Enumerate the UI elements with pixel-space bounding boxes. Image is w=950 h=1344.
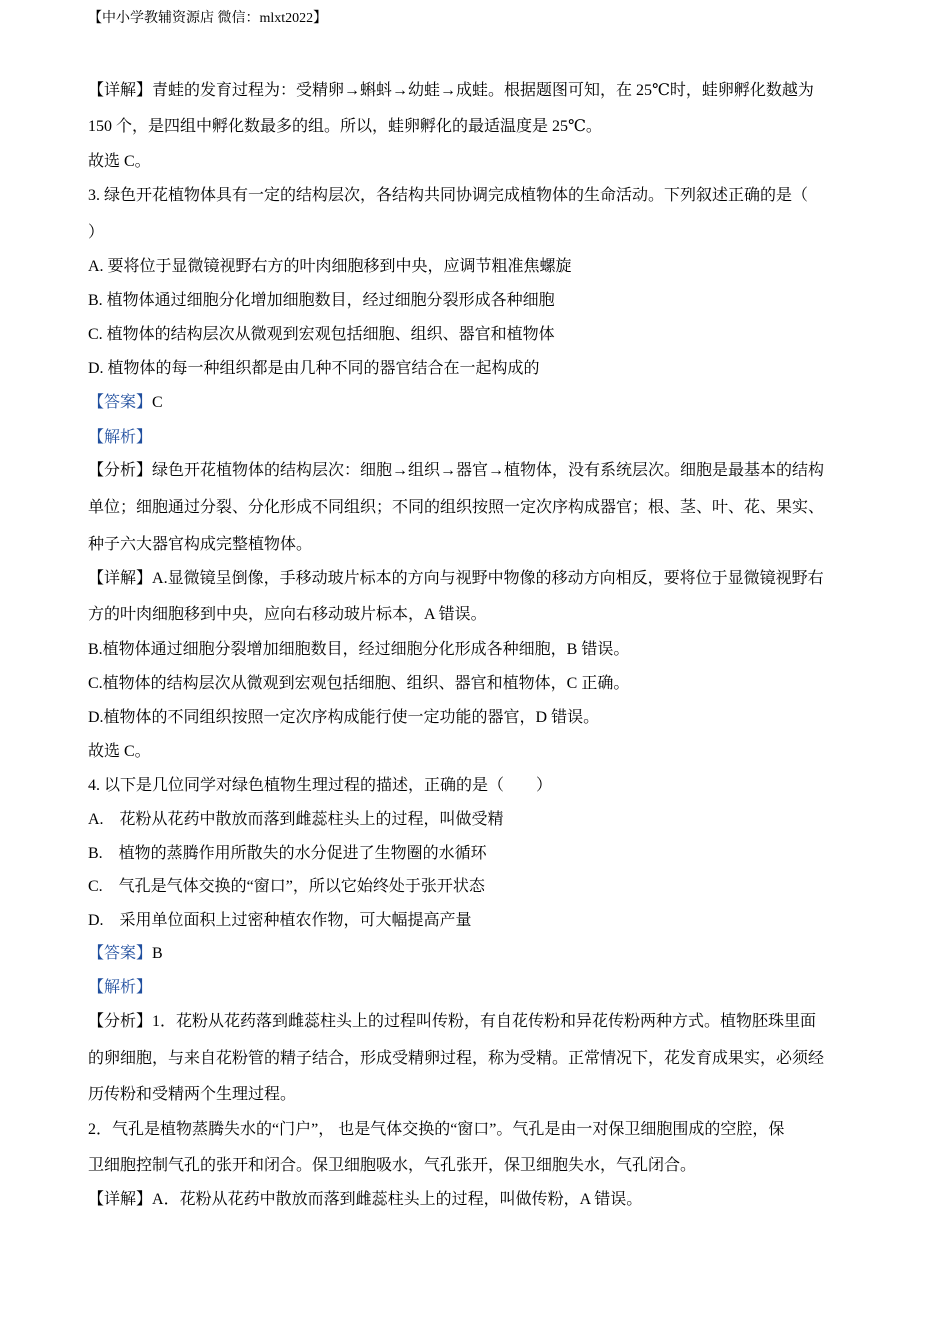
- text-line: [88, 707, 599, 729]
- line-text: B: [152, 945, 163, 962]
- line-text: 种子六大器官构成完整植物体。: [88, 536, 313, 553]
- line-text: B. 植物体通过细胞分化增加细胞数目，经过细胞分裂形成各种细胞: [88, 292, 555, 309]
- text-line: [88, 1155, 696, 1177]
- text-line: [88, 673, 629, 695]
- text-line: [88, 392, 163, 414]
- text-line: [88, 497, 824, 519]
- line-text: 故选 C。: [88, 743, 151, 760]
- line-text: 150 个，是四组中孵化数最多的组。所以，蛙卵孵化的最适温度是 25℃。: [88, 118, 602, 135]
- line-text: A. 要将位于显微镜视野右方的叶肉细胞移到中央，应调节粗准焦螺旋: [88, 258, 572, 275]
- line-text: B.植物体通过细胞分裂增加细胞数目，经过细胞分化形成各种细胞，B 错误。: [88, 641, 630, 658]
- text-line: [88, 843, 487, 865]
- text-line: [88, 151, 151, 173]
- text-line: [88, 324, 555, 346]
- line-text: 青蛙的发育过程为：受精卵→蝌蚪→幼蛙→成蛙。根据题图可知，在 25℃时，蛙卵孵化数越为: [152, 82, 814, 99]
- answer-label: 【解析】: [88, 979, 153, 996]
- line-text: C. 植物体的结构层次从微观到宏观包括细胞、组织、器官和植物体: [88, 326, 555, 343]
- line-text: 1．花粉从花药落到雌蕊柱头上的过程叫传粉，有自花传粉和异花传粉两种方式。植物胚珠里面: [152, 1013, 817, 1030]
- text-line: [88, 290, 555, 312]
- line-text: C: [152, 394, 163, 411]
- section-label: 【分析】: [88, 462, 153, 479]
- text-line: [88, 604, 487, 626]
- line-text: D. 植物体的每一种组织都是由几种不同的器官结合在一起构成的: [88, 360, 540, 377]
- line-text: 的卵细胞，与来自花粉管的精子结合，形成受精卵过程，称为受精。正常情况下，花发育成果实，必须经: [88, 1050, 825, 1067]
- text-line: [88, 943, 163, 965]
- text-line: [88, 1048, 824, 1070]
- text-line: [88, 460, 824, 482]
- text-line: [88, 358, 540, 380]
- section-label: 【分析】: [88, 1013, 153, 1030]
- line-text: 故选 C。: [88, 153, 151, 170]
- text-line: [88, 741, 151, 763]
- text-line: [88, 427, 152, 449]
- line-text: 卫细胞控制气孔的张开和闭合。保卫细胞吸水，气孔张开，保卫细胞失水，气孔闭合。: [88, 1157, 697, 1174]
- answer-label: 【答案】: [88, 394, 153, 411]
- line-text: 2．气孔是植物蒸腾失水的“门户”， 也是气体交换的“窗口”。气孔是由一对保卫细胞围成的空腔，保: [88, 1121, 785, 1138]
- line-text: C. 气孔是气体交换的“窗口”，所以它始终处于张开状态: [88, 878, 485, 895]
- text-line: [88, 80, 814, 102]
- page-header: 【中小学教辅资源店 微信：mlxt2022】: [88, 11, 328, 26]
- text-line: [88, 639, 629, 661]
- line-text: 历传粉和受精两个生理过程。: [88, 1086, 297, 1103]
- line-text: 方的叶肉细胞移到中央，应向右移动玻片标本，A 错误。: [88, 606, 487, 623]
- line-text: 绿色开花植物体的结构层次：细胞→组织→器官→植物体，没有系统层次。细胞是最基本的结构: [152, 462, 825, 479]
- text-line: [88, 910, 472, 932]
- line-text: D. 采用单位面积上过密种植农作物，可大幅提高产量: [88, 912, 472, 929]
- text-line: [88, 222, 104, 244]
- text-line: [88, 1119, 784, 1141]
- answer-label: 【解析】: [88, 429, 153, 446]
- line-text: A. 花粉从花药中散放而落到雌蕊柱头上的过程，叫做受精: [88, 811, 504, 828]
- text-line: [88, 1011, 816, 1033]
- text-line: [88, 534, 312, 556]
- text-line: [88, 116, 602, 138]
- text-line: [88, 185, 808, 207]
- text-line: [88, 1084, 296, 1106]
- line-text: ）: [88, 224, 105, 241]
- line-text: C.植物体的结构层次从微观到宏观包括细胞、组织、器官和植物体，C 正确。: [88, 675, 630, 692]
- text-line: [88, 1189, 642, 1211]
- text-line: [88, 809, 504, 831]
- section-label: 【详解】: [88, 82, 153, 99]
- text-line: [88, 775, 552, 797]
- line-text: D.植物体的不同组织按照一定次序构成能行使一定功能的器官，D 错误。: [88, 709, 600, 726]
- line-text: A．花粉从花药中散放而落到雌蕊柱头上的过程，叫做传粉，A 错误。: [152, 1191, 643, 1208]
- text-line: [88, 876, 485, 898]
- line-text: 4. 以下是几位同学对绿色植物生理过程的描述，正确的是（ ）: [88, 777, 553, 794]
- line-text: 单位；细胞通过分裂、分化形成不同组织；不同的组织按照一定次序构成器官；根、茎、叶、花、果实、: [88, 499, 825, 516]
- line-text: A.显微镜呈倒像，手移动玻片标本的方向与视野中物像的移动方向相反，要将位于显微镜视野右: [152, 570, 824, 587]
- answer-label: 【答案】: [88, 945, 153, 962]
- line-text: 3. 绿色开花植物体具有一定的结构层次，各结构共同协调完成植物体的生命活动。下列叙述正确的是（: [88, 187, 809, 204]
- text-line: [88, 977, 152, 999]
- text-line: [88, 568, 824, 590]
- text-line: [88, 256, 572, 278]
- section-label: 【详解】: [88, 570, 153, 587]
- line-text: B. 植物的蒸腾作用所散失的水分促进了生物圈的水循环: [88, 845, 487, 862]
- section-label: 【详解】: [88, 1191, 153, 1208]
